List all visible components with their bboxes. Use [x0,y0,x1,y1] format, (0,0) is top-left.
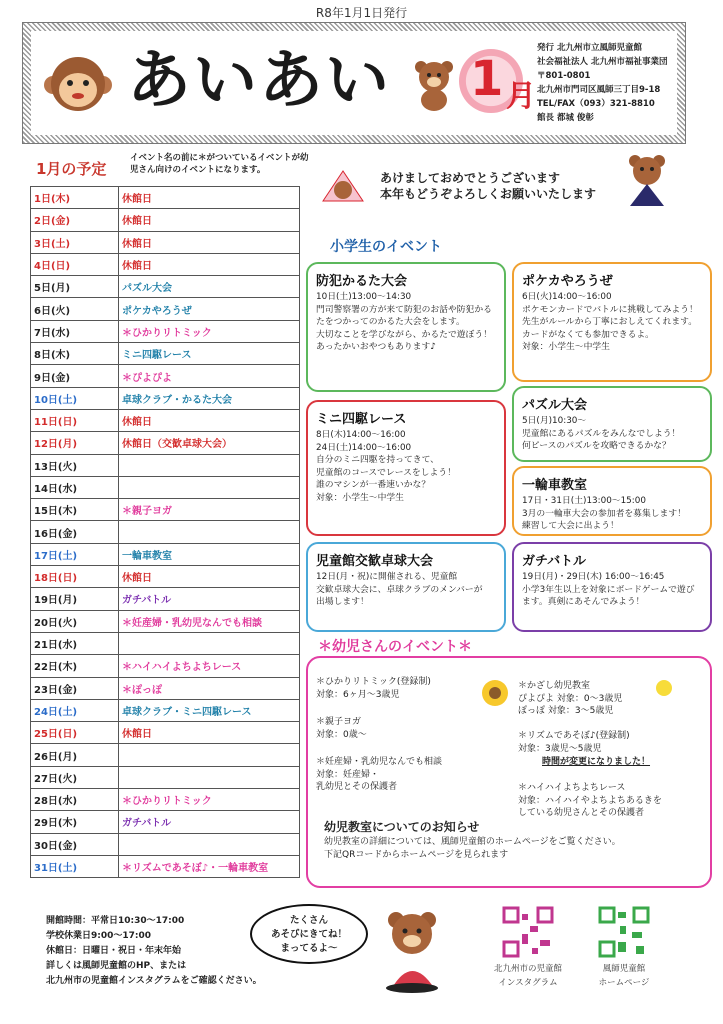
publisher-line: 社会福祉法人 北九州市福祉事業団 [537,57,668,67]
newsletter-title: あいあい [127,44,391,118]
calendar-event: ＊リズムであそぼ♪・一輪車教室 [118,855,299,877]
kid-event-item: ＊リズムであそぼ♪(登録制) 対象：3歳児～5歳児 [518,731,630,754]
calendar-row [31,833,300,855]
calendar-event: ミニ四駆レース [118,343,299,365]
calendar-event [118,476,299,498]
calendar-row [31,744,300,766]
calendar-row [31,343,300,365]
event-card-table-tennis [306,542,506,632]
calendar-date: 20日(火) [31,610,119,632]
calendar-event: パズル大会 [118,276,299,298]
calendar-date: 31日(土) [31,855,119,877]
calendar-date: 13日(火) [31,454,119,476]
month-suffix: 月 [506,79,536,114]
event-card-gachi-battle [512,542,712,632]
calendar-date: 22日(木) [31,655,119,677]
calendar-event: 卓球クラブ・かるた大会 [118,387,299,409]
calendar-date: 26日(月) [31,744,119,766]
calendar-event: 休館日 [118,566,299,588]
calendar-event: ＊ぽっぽ [118,677,299,699]
kids-events-box [306,656,712,888]
bubble-line: まってるよ～ [280,943,338,954]
bubble-line: たくさん [289,915,328,926]
calendar-event: 一輪車教室 [118,543,299,565]
new-year-decoration-icon [318,166,368,206]
calendar-event [118,632,299,654]
bubble-line: あそびにきてね！ [270,929,347,940]
calendar-date: 5日(月) [31,276,119,298]
sunflower-icon [480,678,510,708]
calendar-date: 1日(木) [31,187,119,209]
calendar-date: 29日(木) [31,811,119,833]
qr-code-homepage-icon [598,906,650,958]
elementary-section-title: 小学生のイベント [330,239,442,255]
calendar-date: 6日(火) [31,298,119,320]
calendar-event: ＊ひかりリトミック [118,789,299,811]
event-card-body: 10日(土)13:00～14:30 門司警察署の方が来て防犯のお話や防犯かるたをつかってのかるた大会をします。 大切なことを学びながら、かるたで遊ぼう！ あったかいおやつもあります♪ [316,292,492,352]
qr-caption-homepage [582,962,666,990]
kids-section-title: ＊幼児さんのイベント＊ [318,639,472,655]
bear-mascot-icon [378,908,448,994]
event-card-puzzle [512,386,712,462]
kid-event-item: ＊妊産婦・乳幼児なんでも相談 対象：妊産婦・ 乳幼児とその保護者 [316,757,443,792]
calendar-date: 23日(金) [31,677,119,699]
kids-notice-title: 幼児教室についてのお知らせ [324,820,480,834]
calendar-row [31,432,300,454]
event-card-title: ミニ四駆レース [316,412,407,427]
calendar-event: 休館日 [118,722,299,744]
calendar-title: 1月の予定 [36,160,107,178]
calendar-event [118,521,299,543]
kid-event-item: ＊ハイハイよちよちレース 対象：ハイハイやよちよちあるきを している幼児さんとその保護者 [518,783,662,818]
event-card-pokeka [512,262,712,382]
kid-event-item: ＊親子ヨガ 対象：0歳～ [316,717,367,740]
calendar-row [31,588,300,610]
event-card-mini4wd [306,400,506,536]
calendar-event: ガチバトル [118,811,299,833]
calendar-row [31,655,300,677]
calendar-date: 15日(木) [31,499,119,521]
calendar-row [31,454,300,476]
calendar-event: ＊ハイハイよちよちレース [118,655,299,677]
event-card-bouhan-karuta [306,262,506,392]
calendar-date: 19日(月) [31,588,119,610]
calendar-event: 休館日 [118,209,299,231]
calendar-date: 3日(土) [31,231,119,253]
publisher-line: TEL/FAX（093）321-8810 [537,99,655,109]
kid-event-item: ＊ひかりリトミック(登録制) 対象：6ヶ月～3歳児 [316,677,431,700]
calendar-note: イベント名の前に＊がついているイベントが幼児さん向けのイベントになります。 [130,153,309,175]
calendar-event [118,766,299,788]
info-line: 詳しくは風師児童館のHP、または [46,961,187,971]
event-card-body: 5日(月)10:30～ 児童館にあるパズルをみんなでしよう！ 何ピースのパズルを攻略できるかな？ [522,416,681,451]
calendar-date: 28日(水) [31,789,119,811]
calendar-event [118,744,299,766]
event-card-body: 12日(月・祝)に開催される、児童館 交歓卓球大会に、卓球クラブのメンバーが 出場します！ [316,572,483,607]
calendar-event [118,833,299,855]
speech-bubble [250,904,368,964]
event-card-title: パズル大会 [522,398,588,413]
calendar-date: 25日(日) [31,722,119,744]
calendar-date: 17日(土) [31,543,119,565]
calendar-event: ＊ひかりリトミック [118,320,299,342]
calendar-date: 4日(日) [31,253,119,275]
qr-caption-line: 北九州市の児童館 [493,964,562,974]
publisher-info [537,41,667,125]
calendar-date: 8日(木) [31,343,119,365]
event-card-title: 児童館交歓卓球大会 [316,554,434,569]
qr-caption-line: インスタグラム [498,978,558,988]
calendar-row [31,610,300,632]
greeting-line: あけましておめでとうございます [380,171,561,185]
event-card-title: ポケカやろうぜ [522,274,613,289]
calendar-table [30,186,300,878]
calendar-row [31,499,300,521]
calendar-date: 16日(金) [31,521,119,543]
event-card-title: ガチバトル [522,554,586,569]
calendar-row [31,677,300,699]
event-card-unicycle [512,466,712,536]
calendar-row [31,387,300,409]
calendar-date: 7日(水) [31,320,119,342]
calendar-row [31,409,300,431]
event-card-body: 8日(木)14:00～16:00 24日(土)14:00～16:00 自分のミニ四駆を持ってきて、 児童館のコースでレースをしよう！ 誰のマシンが一番速いかな？ 対象：小学生～中学生 [316,430,456,503]
kids-notice-body: 幼児教室の詳細については、風師児童館のホームページをご覧ください。 下記QRコードからホームページを見られます [324,837,621,860]
info-line: 北九州市の児童館インスタグラムをご確認ください。 [46,976,262,986]
calendar-date: 30日(金) [31,833,119,855]
publisher-line: 館長 都城 俊彰 [537,113,594,123]
qr-caption-line: 風師児童館 [602,964,646,974]
event-card-body: 6日(火)14:00～16:00 ポケモンカードでバトルに挑戦してみよう！ 先生がルールから丁寧におしえてくれます。 カードがなくても参加できるよ。 対象：小学生～中学生 [522,292,698,352]
calendar-event: 休館日 [118,187,299,209]
calendar-row [31,187,300,209]
calendar-row [31,365,300,387]
monkey-icon [43,49,113,119]
event-card-title: 防犯かるた大会 [316,274,408,289]
qr-code-instagram-icon [502,906,554,958]
event-card-title: 一輪車教室 [522,478,588,493]
calendar-date: 18日(日) [31,566,119,588]
calendar-row [31,276,300,298]
calendar-event [118,454,299,476]
info-line: 休館日：日曜日・祝日・年末年始 [46,946,182,956]
calendar-event: ガチバトル [118,588,299,610]
calendar-row [31,811,300,833]
calendar-date: 24日(土) [31,699,119,721]
calendar-row [31,632,300,654]
chick-icon [654,678,674,698]
calendar-event: ＊ぴよぴよ [118,365,299,387]
event-card-body: 19日(月)・29日(木) 16:00～16:45 小学3年生以上を対象にボードゲームで遊びます。真剣にあそんでみよう！ [522,572,695,607]
kid-event-item: ＊かざし幼児教室 ぴよぴよ 対象：0～3歳児 ぽっぽ 対象：3～5歳児 [518,681,623,716]
bear-kimono-icon [624,152,670,208]
publisher-line: 発行 北九州市立風師児童館 [537,43,642,53]
qr-caption-instagram [486,962,570,990]
calendar-row [31,566,300,588]
rhythm-time-change-notice: 時間が変更になりました！ [542,757,651,767]
calendar-date: 14日(水) [31,476,119,498]
calendar-row [31,699,300,721]
qr-caption-line: ホームページ [598,978,650,988]
calendar-event: ＊親子ヨガ [118,499,299,521]
info-line: 開館時間：平常日10:30～17:00 [46,916,185,926]
greeting-line: 本年もどうぞよろしくお願いいたします [380,187,597,201]
calendar-event: ＊妊産婦・乳幼児なんでも相談 [118,610,299,632]
calendar-row [31,298,300,320]
calendar-row [31,231,300,253]
calendar-row [31,543,300,565]
calendar-event: ポケカやろうぜ [118,298,299,320]
calendar-date: 21日(水) [31,632,119,654]
calendar-row [31,722,300,744]
calendar-date: 11日(日) [31,409,119,431]
info-line: 学校休業日9:00～17:00 [46,931,152,941]
publisher-line: 〒801-0801 [537,71,591,81]
calendar-date: 2日(金) [31,209,119,231]
calendar-date: 27日(火) [31,766,119,788]
calendar-row [31,253,300,275]
calendar-date: 12日(月) [31,432,119,454]
calendar-row [31,521,300,543]
calendar-row [31,476,300,498]
event-card-body: 17日・31日(土)13:00～15:00 3月の一輪車大会の参加者を募集します！ 練習して大会に出よう！ [522,496,686,531]
publisher-line: 北九州市門司区風師三丁目9-18 [537,85,661,95]
calendar-row [31,209,300,231]
calendar-event: 休館日 [118,253,299,275]
calendar-row [31,789,300,811]
bear-icon [411,57,457,111]
newsletter-header [22,22,686,144]
calendar-row [31,855,300,877]
calendar-date: 9日(金) [31,365,119,387]
calendar-row [31,766,300,788]
calendar-row [31,320,300,342]
issue-date: R8年1月1日発行 [315,6,408,20]
calendar-event: 卓球クラブ・ミニ四駆レース [118,699,299,721]
calendar-event: 休館日 [118,409,299,431]
calendar-event: 休館日 [118,231,299,253]
month-number: 1 [470,51,504,107]
calendar-date: 10日(土) [31,387,119,409]
greeting [380,170,596,202]
calendar-event: 休館日（交歓卓球大会） [118,432,299,454]
opening-hours-info [46,914,262,989]
